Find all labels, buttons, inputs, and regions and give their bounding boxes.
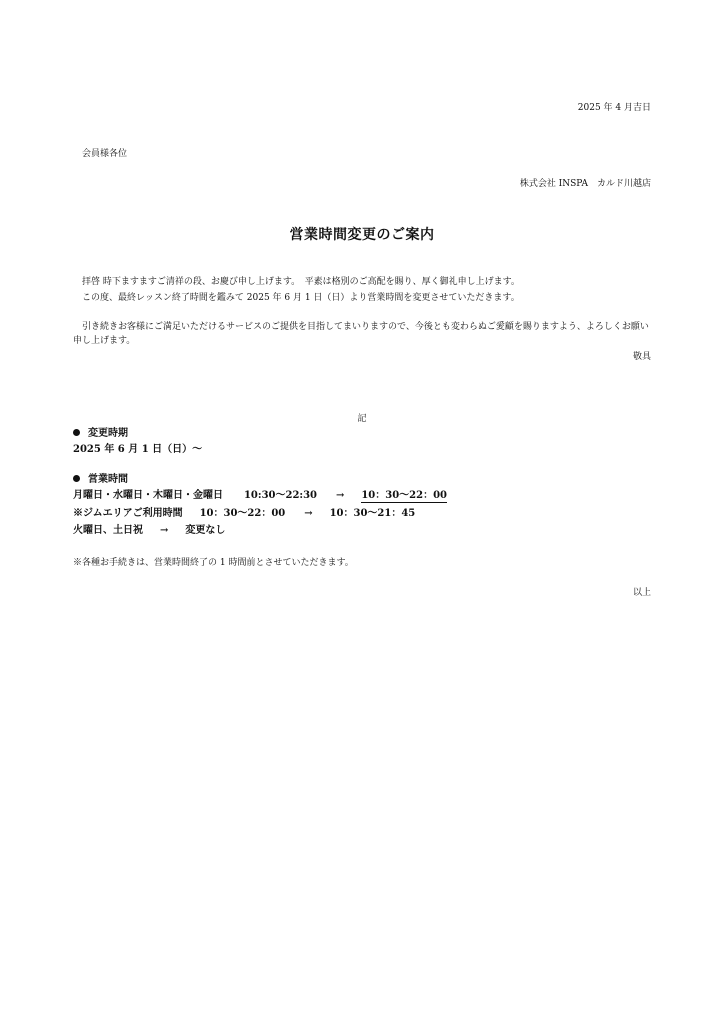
unchanged-value: 変更なし bbox=[185, 525, 226, 536]
announcement-line: この度、最終レッスン終了時間を鑑みて 2025 年 6 月 1 日（日）より営業時間を変更させていただきます。 bbox=[82, 293, 520, 303]
hours-row-3 bbox=[73, 524, 225, 538]
document-title: 営業時間変更のご案内 bbox=[289, 227, 435, 243]
closing-keigu: 敬具 bbox=[632, 352, 651, 362]
section-heading: 営業時間 bbox=[88, 474, 128, 485]
change-date-value: 2025 年 6 月 1 日（日）～ bbox=[73, 444, 203, 455]
section-heading: 変更時期 bbox=[88, 428, 128, 439]
gym-hours-label: ※ジムエリアご利用時間 bbox=[73, 508, 183, 519]
recipient: 会員様各位 bbox=[82, 149, 128, 159]
bullet-icon bbox=[73, 429, 80, 436]
closing-paragraph: 引き続きお客様にご満足いただけるサービスのご提供を目指してまいりますので、今後とも変わらぬご愛顧を賜りますよう、よろしくお願い申し上げます。 bbox=[73, 322, 649, 346]
unchanged-days: 火曜日、土日祝 bbox=[73, 525, 143, 536]
gym-hours-new: 10：30～21：45 bbox=[329, 508, 416, 519]
bullet-icon bbox=[73, 475, 80, 482]
document-date: 2025 年 4 月吉日 bbox=[577, 103, 651, 113]
arrow-icon: → bbox=[304, 508, 313, 519]
hours-old: 10:30～22:30 bbox=[243, 490, 318, 501]
greeting-line: 拝啓 時下ますますご清祥の段、お慶び申し上げます。 平素は格別のご高配を賜り、厚く御礼申し上げます。 bbox=[82, 277, 520, 287]
end-marker: 以上 bbox=[632, 588, 651, 598]
sender: 株式会社 INSPA カルド川越店 bbox=[519, 179, 651, 189]
hours-days: 月曜日・水曜日・木曜日・金曜日 bbox=[73, 490, 223, 501]
hours-row-2 bbox=[73, 507, 415, 521]
gym-hours-old: 10：30～22：00 bbox=[199, 508, 286, 519]
hours-new: 10：30～22：00 bbox=[361, 490, 448, 501]
procedure-note: ※各種お手続きは、営業時間終了の 1 時間前とさせていただきます。 bbox=[73, 558, 354, 568]
section-hours-heading bbox=[73, 473, 128, 487]
arrow-icon: → bbox=[159, 525, 169, 536]
section-change-date-heading bbox=[73, 427, 128, 441]
hours-row-1 bbox=[73, 489, 447, 503]
ki-marker: 記 bbox=[357, 414, 367, 424]
arrow-icon: → bbox=[335, 490, 345, 501]
